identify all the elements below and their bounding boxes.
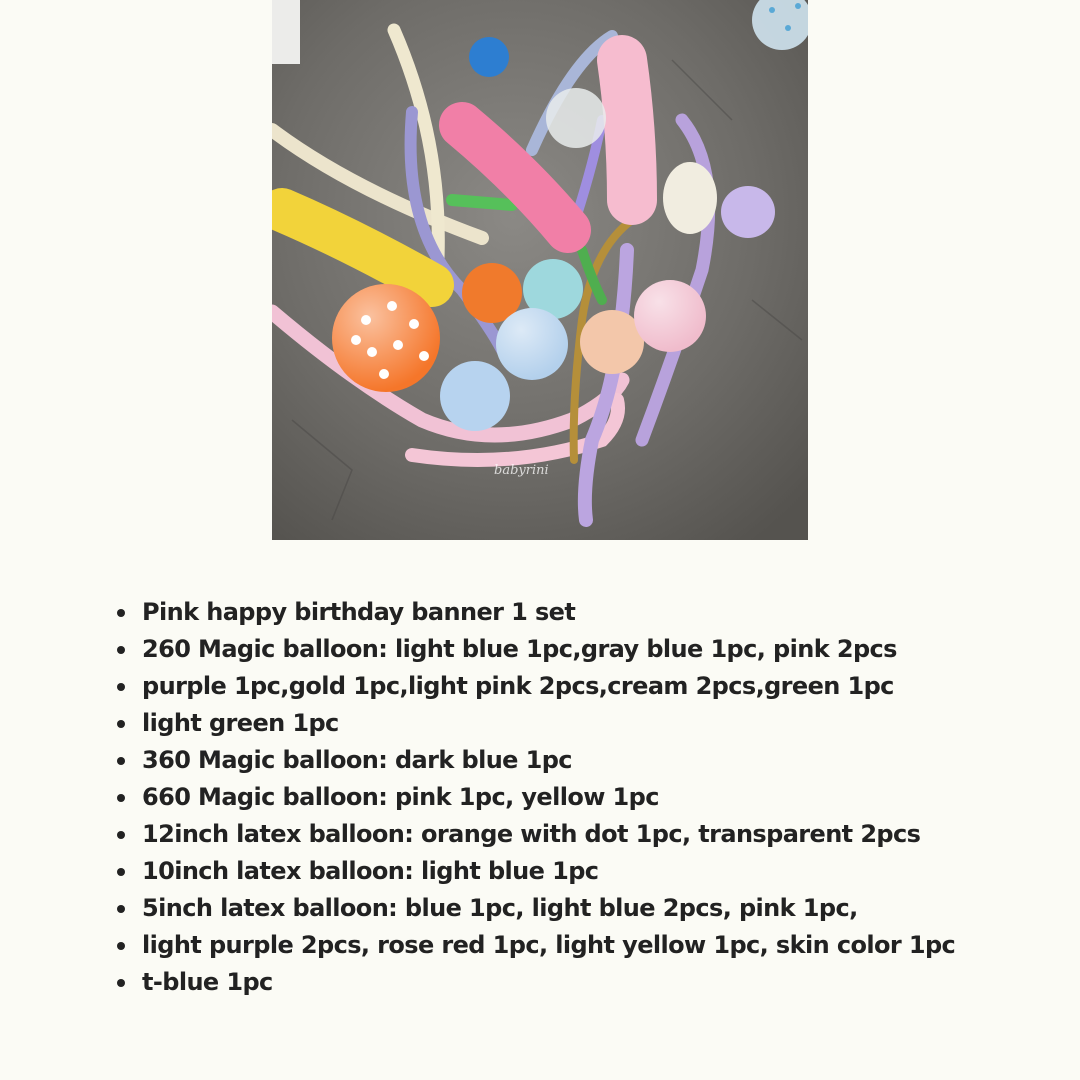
list-item [114, 890, 1014, 927]
list-item [114, 594, 1014, 631]
list-item [114, 853, 1014, 890]
bullet-icon [117, 646, 125, 654]
list-item [114, 668, 1014, 705]
list-item [114, 705, 1014, 742]
list-item-text: 360 Magic balloon: dark blue 1pc [142, 746, 572, 774]
balloon-photo [272, 0, 808, 540]
bullet-icon [117, 831, 125, 839]
photo-watermark: babyrini [494, 463, 549, 478]
contents-list [114, 594, 1014, 1001]
bullet-icon [117, 683, 125, 691]
list-item [114, 779, 1014, 816]
list-item-text: Pink happy birthday banner 1 set [142, 598, 576, 626]
list-item [114, 742, 1014, 779]
list-item-text: light purple 2pcs, rose red 1pc, light yellow 1pc, skin color 1pc [142, 931, 956, 959]
list-item-text: 12inch latex balloon: orange with dot 1pc, transparent 2pcs [142, 820, 921, 848]
bullet-icon [117, 609, 125, 617]
list-item-text: t-blue 1pc [142, 968, 273, 996]
list-item-text: light green 1pc [142, 709, 339, 737]
bullet-icon [117, 794, 125, 802]
bullet-icon [117, 868, 125, 876]
list-item-text: 5inch latex balloon: blue 1pc, light blue 2pcs, pink 1pc, [142, 894, 858, 922]
list-item [114, 927, 1014, 964]
list-item-text: 260 Magic balloon: light blue 1pc,gray blue 1pc, pink 2pcs [142, 635, 897, 663]
list-item-text: purple 1pc,gold 1pc,light pink 2pcs,cream 2pcs,green 1pc [142, 672, 894, 700]
bullet-icon [117, 720, 125, 728]
list-item [114, 816, 1014, 853]
list-item-text: 660 Magic balloon: pink 1pc, yellow 1pc [142, 783, 659, 811]
bullet-icon [117, 942, 125, 950]
bullet-icon [117, 757, 125, 765]
list-item [114, 964, 1014, 1001]
bullet-icon [117, 979, 125, 987]
bullet-icon [117, 905, 125, 913]
list-item-text: 10inch latex balloon: light blue 1pc [142, 857, 599, 885]
list-item [114, 631, 1014, 668]
